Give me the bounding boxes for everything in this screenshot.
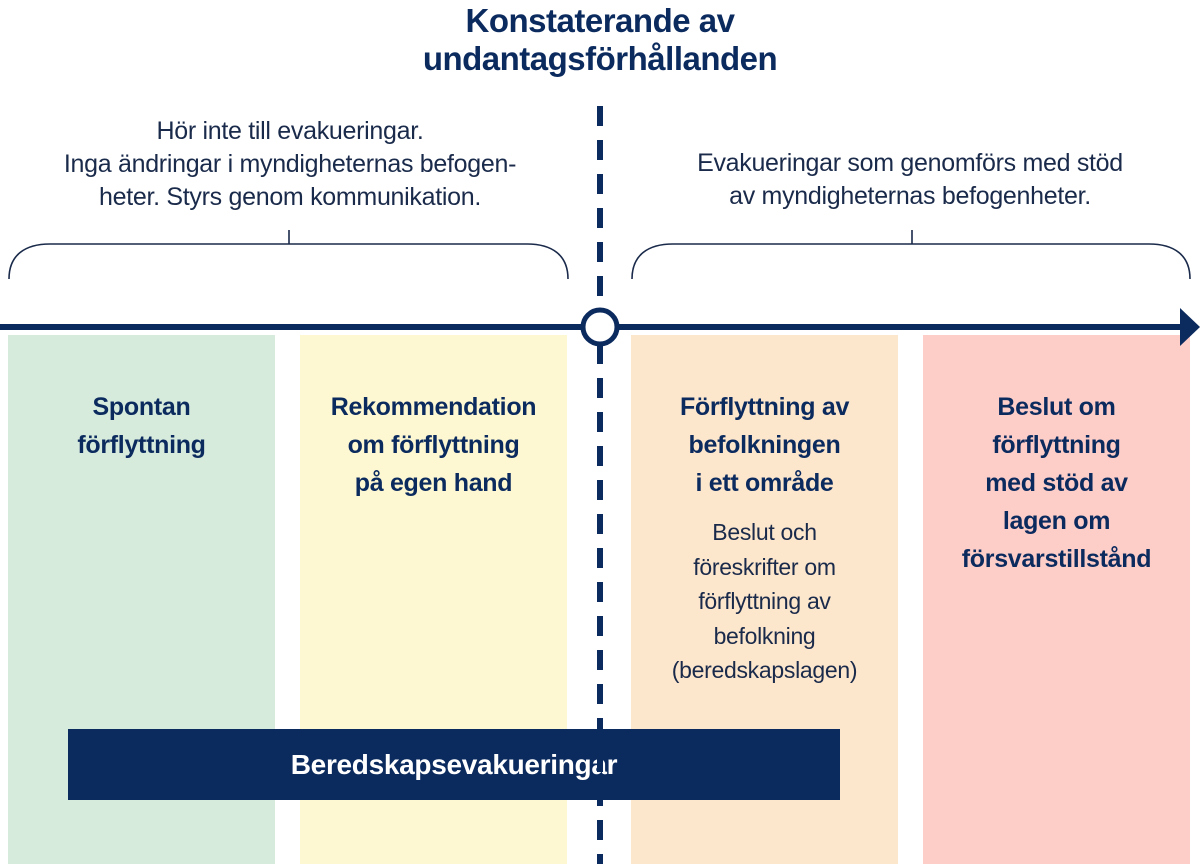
column-4-heading-line: Beslut om	[997, 393, 1116, 421]
column-2-heading-line: om förflyttning	[347, 431, 520, 459]
column-4-heading-line: med stöd av	[985, 469, 1128, 497]
right-bracket	[632, 230, 1190, 279]
column-4-heading-line: försvarstillstånd	[961, 545, 1152, 573]
left-bracket	[9, 230, 568, 279]
right-description-line-2: av myndigheternas befogenheter.	[729, 182, 1091, 210]
title-line-2: undantagsförhållanden	[422, 40, 778, 77]
column-2-heading-line: på egen hand	[354, 469, 513, 497]
column-2-heading-line: Rekommendation	[330, 393, 537, 421]
column-3-subtext-line: föreskrifter om	[693, 553, 836, 580]
column-1-heading-line: Spontan	[92, 393, 191, 421]
left-description-line-3: heter. Styrs genom kommunikation.	[99, 183, 481, 211]
column-1-heading-line: förflyttning	[77, 431, 206, 459]
column-4-heading-line: lagen om	[1002, 507, 1111, 535]
column-3-subtext-line: befolkning	[713, 622, 816, 649]
left-description-line-2: Inga ändringar i myndigheternas befogen-	[63, 150, 517, 178]
exception-marker	[583, 310, 617, 344]
column-4-heading-line: förflyttning	[992, 431, 1121, 459]
column-3-heading-line: i ett område	[695, 469, 834, 497]
left-description-line-1: Hör inte till evakueringar.	[156, 117, 424, 145]
column-3-subtext-line: (beredskapslagen)	[671, 657, 858, 683]
column-3-subtext-line: Beslut och	[712, 519, 817, 545]
column-3-heading-line: Förflyttning av	[679, 393, 850, 421]
preparedness-evacuation-band: Beredskapsevakueringar	[68, 729, 840, 800]
column-3-subtext-line: förflyttning av	[698, 588, 831, 614]
right-description-line-1: Evakueringar som genomförs med stöd	[697, 149, 1123, 177]
timeline-arrowhead	[1180, 308, 1200, 346]
column-3-heading-line: befolkningen	[688, 431, 841, 459]
title-line-1: Konstaterande av	[465, 2, 735, 39]
